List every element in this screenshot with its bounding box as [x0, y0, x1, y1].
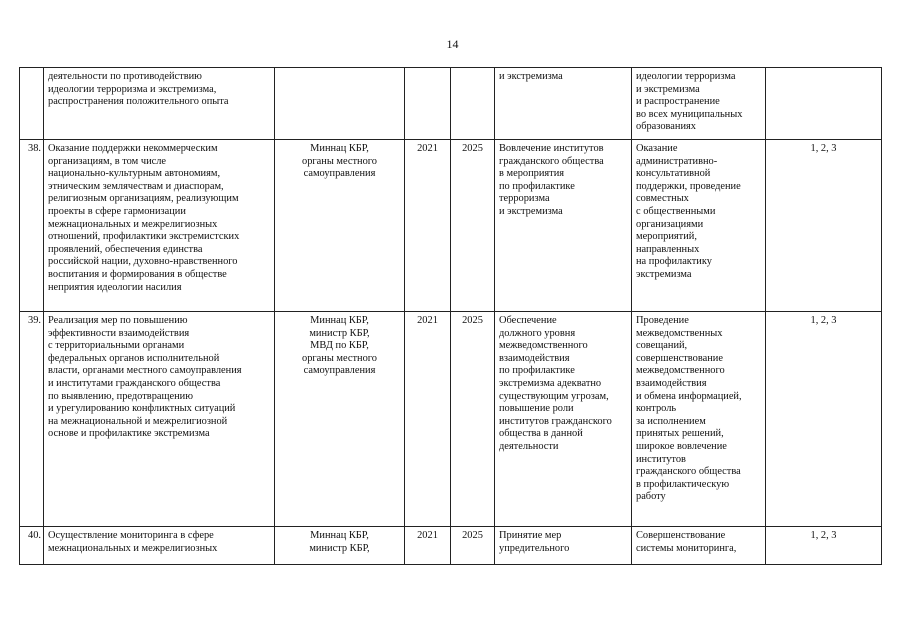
cell-line: Оказание: [636, 143, 678, 154]
cell-line: за исполнением: [636, 415, 706, 427]
event-cell: [44, 140, 275, 312]
cell-line: министр КБР,: [309, 542, 370, 554]
start-year-cell: 2021: [405, 140, 451, 312]
table-row: [20, 68, 882, 140]
table-row: [20, 140, 882, 312]
cell-line: самоуправления: [303, 168, 376, 180]
cell-line: во всех муниципальных: [636, 108, 743, 120]
direction-cell: [632, 68, 766, 140]
end-year-cell: 2025: [451, 140, 495, 312]
cell-line: и экстремизма: [499, 71, 563, 82]
cell-line: в профилактическую: [636, 478, 730, 490]
cell-line: совершенствование: [636, 352, 723, 364]
cell-line: с общественными: [636, 205, 716, 217]
cell-line: этническим землячествам и диаспорам,: [48, 180, 224, 192]
cell-line: мероприятий,: [636, 231, 697, 243]
page-number: 14: [446, 37, 459, 51]
event-cell: [44, 312, 275, 527]
cell-line: основе и профилактике экстремизма: [48, 428, 210, 440]
cell-line: с территориальными органами: [48, 340, 185, 352]
cell-line: Миннац КБР,: [310, 315, 369, 326]
executor-cell: [275, 140, 405, 312]
row-number: 38.: [20, 140, 44, 312]
event-cell: [44, 527, 275, 565]
cell-line: проявлений, обеспечения единства: [48, 243, 203, 255]
cell-line: межнациональных и межрелигиозных: [48, 542, 218, 554]
cell-line: министр КБР,: [309, 327, 370, 339]
end-year-cell: 2025: [451, 527, 495, 565]
cell-line: воспитания и формирования в обществе: [48, 268, 227, 280]
cell-line: межведомственного: [636, 365, 725, 377]
cell-line: эффективности взаимодействия: [48, 327, 190, 339]
cell-line: и экстремизма: [636, 83, 700, 95]
cell-line: системы мониторинга,: [636, 542, 737, 554]
executor-cell: [275, 527, 405, 565]
cell-line: деятельности: [499, 440, 559, 452]
cell-line: существующим угрозам,: [499, 390, 609, 402]
cell-line: широкое вовлечение: [636, 440, 727, 452]
cell-line: взаимодействия: [636, 377, 707, 389]
cell-line: упредительного: [499, 542, 570, 554]
cell-line: гражданского общества: [499, 155, 604, 167]
cell-line: на межнациональной и межрелигиозной: [48, 415, 228, 427]
tasks-cell: 1, 2, 3: [766, 312, 882, 527]
cell-line: и обмена информацией,: [636, 390, 742, 402]
start-year-cell: 2021: [405, 312, 451, 527]
cell-line: институтов гражданского: [499, 415, 612, 427]
direction-cell: [632, 140, 766, 312]
cell-line: организациями: [636, 218, 704, 230]
cell-line: по выявлению, предотвращению: [48, 390, 193, 402]
cell-line: Оказание поддержки некоммерческим: [48, 143, 218, 154]
cell-line: власти, органами местного самоуправления: [48, 365, 242, 377]
cell-line: совещаний,: [636, 340, 688, 352]
cell-line: Миннац КБР,: [310, 143, 369, 154]
cell-line: и распространение: [636, 96, 720, 108]
cell-line: Миннац КБР,: [310, 530, 369, 541]
cell-line: образованиях: [636, 121, 697, 133]
table-row: [20, 527, 882, 565]
start-year-cell: 2021: [405, 527, 451, 565]
cell-line: общества в данной: [499, 428, 583, 440]
cell-line: Осуществление мониторинга в сфере: [48, 530, 214, 541]
result-cell: [495, 312, 632, 527]
cell-line: распространения положительного опыта: [48, 96, 229, 108]
cell-line: межведомственных: [636, 327, 723, 339]
cell-line: и институтами гражданского общества: [48, 377, 221, 389]
cell-line: деятельности по противодействию: [48, 71, 202, 82]
table-row: [20, 312, 882, 527]
cell-line: органы местного: [302, 155, 377, 167]
cell-line: межведомственного: [499, 340, 588, 352]
cell-line: по профилактике: [499, 180, 575, 192]
result-cell: [495, 68, 632, 140]
row-number: 39.: [20, 312, 44, 527]
tasks-cell: 1, 2, 3: [766, 140, 882, 312]
cell-line: Принятие мер: [499, 530, 562, 541]
cell-line: институтов: [636, 453, 686, 465]
cell-line: взаимодействия: [499, 352, 570, 364]
cell-line: терроризма: [499, 193, 550, 205]
cell-line: направленных: [636, 243, 700, 255]
plan-table: [19, 67, 882, 565]
cell-line: МВД по КБР,: [310, 340, 369, 352]
cell-line: отношений, профилактики экстремистских: [48, 231, 240, 243]
row-number: [20, 68, 44, 140]
cell-line: российской нации, духовно-нравственного: [48, 256, 238, 268]
start-year-cell: [405, 68, 451, 140]
cell-line: Реализация мер по повышению: [48, 315, 188, 326]
direction-cell: [632, 527, 766, 565]
event-cell: [44, 68, 275, 140]
cell-line: повышение роли: [499, 403, 574, 415]
cell-line: идеологии терроризма: [636, 71, 736, 82]
cell-line: в мероприятия: [499, 168, 565, 180]
cell-line: принятых решений,: [636, 428, 724, 440]
result-cell: [495, 140, 632, 312]
cell-line: по профилактике: [499, 365, 575, 377]
cell-line: контроль: [636, 403, 677, 415]
cell-line: Совершенствование: [636, 530, 726, 541]
cell-line: административно-: [636, 155, 718, 167]
executor-cell: [275, 312, 405, 527]
cell-line: экстремизма: [636, 268, 692, 280]
cell-line: работу: [636, 491, 666, 503]
cell-line: организациям, в том числе: [48, 155, 167, 167]
cell-line: и экстремизма: [499, 205, 563, 217]
cell-line: гражданского общества: [636, 466, 741, 478]
cell-line: Обеспечение: [499, 315, 557, 326]
cell-line: на профилактику: [636, 256, 712, 268]
cell-line: консультативной: [636, 168, 711, 180]
result-cell: [495, 527, 632, 565]
end-year-cell: [451, 68, 495, 140]
cell-line: экстремизма адекватно: [499, 377, 602, 389]
cell-line: федеральных органов исполнительной: [48, 352, 220, 364]
cell-line: Проведение: [636, 315, 689, 326]
cell-line: поддержки, проведение: [636, 180, 741, 192]
direction-cell: [632, 312, 766, 527]
executor-cell: [275, 68, 405, 140]
tasks-cell: [766, 68, 882, 140]
cell-line: и урегулированию конфликтных ситуаций: [48, 403, 236, 415]
cell-line: идеологии терроризма и экстремизма,: [48, 83, 217, 95]
end-year-cell: 2025: [451, 312, 495, 527]
cell-line: должного уровня: [499, 327, 576, 339]
cell-line: межнациональных и межрелигиозных: [48, 218, 218, 230]
cell-line: совместных: [636, 193, 689, 205]
cell-line: Вовлечение институтов: [499, 143, 604, 154]
cell-line: проекты в сфере гармонизации: [48, 205, 186, 217]
cell-line: национально-культурным автономиям,: [48, 168, 221, 180]
cell-line: неприятия идеологии насилия: [48, 281, 182, 293]
cell-line: органы местного: [302, 352, 377, 364]
cell-line: самоуправления: [303, 365, 376, 377]
cell-line: религиозным организациям, реализующим: [48, 193, 239, 205]
tasks-cell: 1, 2, 3: [766, 527, 882, 565]
row-number: 40.: [20, 527, 44, 565]
